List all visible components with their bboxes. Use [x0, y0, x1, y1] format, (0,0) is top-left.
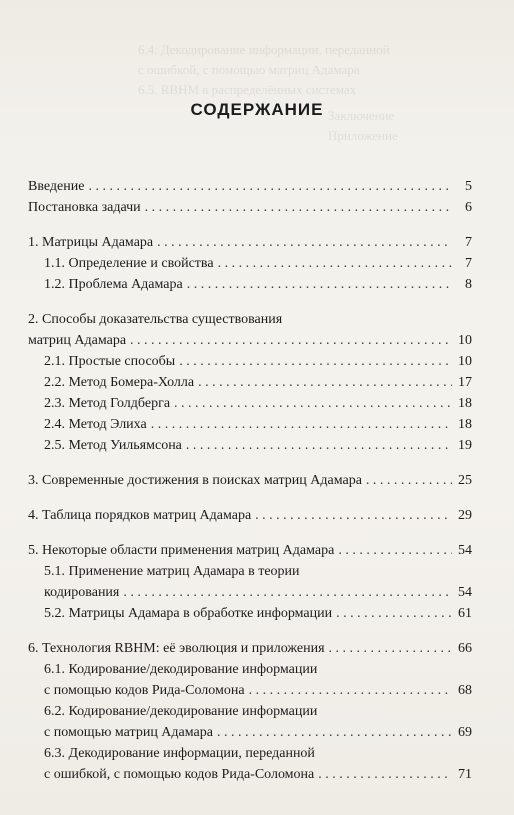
toc-entry-page: 54 — [458, 585, 472, 600]
toc-entry[interactable] — [28, 764, 472, 785]
leader-dots — [186, 435, 452, 456]
leader-dots — [218, 253, 452, 274]
toc-entry[interactable] — [28, 176, 472, 197]
toc-entry[interactable] — [28, 351, 472, 372]
toc-entry-label: 5.2. Матрицы Адамара в обработке информации — [44, 606, 333, 621]
leader-dots — [179, 351, 452, 372]
toc-entry-page: 19 — [458, 438, 472, 453]
leader-dots — [255, 505, 452, 526]
toc-entry-page: 6 — [465, 200, 472, 215]
leader-dots — [123, 582, 452, 603]
toc-entry-label: с помощью кодов Рида-Соломона — [44, 683, 245, 698]
toc-entry-page: 71 — [458, 767, 472, 782]
toc-entry-label[interactable]: 6.3. Декодирование информации, переданной — [44, 746, 315, 761]
toc-entry[interactable] — [28, 232, 472, 253]
toc-entry-page: 61 — [458, 606, 472, 621]
toc-entry-label[interactable]: 6.1. Кодирование/декодирование информации — [44, 662, 318, 677]
toc-entry-label[interactable]: 5.1. Применение матриц Адамара в теории — [44, 564, 300, 579]
leader-dots — [338, 540, 452, 561]
leader-dots — [318, 764, 452, 785]
toc-entry[interactable] — [28, 330, 472, 351]
toc-entry-page: 69 — [458, 725, 472, 740]
toc-entry-label: 1. Матрицы Адамара — [28, 235, 154, 250]
ghost-line: Заключение — [328, 108, 395, 123]
toc-entry-label: Введение — [28, 179, 85, 194]
ghost-line: 6.4. Декодирование информации, переданной — [138, 42, 390, 57]
toc-entry-label[interactable]: 2. Способы доказательства существования — [28, 312, 283, 327]
leader-dots — [329, 638, 452, 659]
toc-entry-label: 1.2. Проблема Адамара — [44, 277, 183, 292]
toc-entry[interactable] — [28, 393, 472, 414]
leader-dots — [217, 722, 452, 743]
ghost-line: с ошибкой, с помощью матриц Адамара — [138, 62, 360, 77]
toc-entry-label: 5. Некоторые области применения матриц Адамара — [28, 543, 335, 558]
leader-dots — [151, 414, 452, 435]
toc-entry-label: 6. Технология RBHM: её эволюция и приложения — [28, 641, 325, 656]
leader-dots — [145, 197, 452, 218]
toc-entry-label: 2.3. Метод Голдберга — [44, 396, 171, 411]
toc-entry[interactable] — [28, 253, 472, 274]
toc-entry-label[interactable]: 6.2. Кодирование/декодирование информации — [44, 704, 318, 719]
leader-dots — [88, 176, 452, 197]
table-of-contents — [28, 176, 472, 785]
toc-entry-page: 5 — [465, 179, 472, 194]
toc-entry-page: 18 — [458, 396, 472, 411]
leader-dots — [187, 274, 452, 295]
toc-entry[interactable] — [28, 372, 472, 393]
toc-entry-label: 3. Современные достижения в поисках матриц Адамара — [28, 473, 362, 488]
toc-entry-page: 7 — [465, 235, 472, 250]
toc-entry[interactable] — [28, 680, 472, 701]
ghost-line: Приложение — [328, 128, 398, 143]
toc-entry[interactable] — [28, 435, 472, 456]
toc-entry[interactable] — [28, 540, 472, 561]
toc-entry-label: 1.1. Определение и свойства — [44, 256, 214, 271]
toc-entry[interactable] — [28, 414, 472, 435]
toc-entry[interactable] — [28, 722, 472, 743]
leader-dots — [249, 680, 452, 701]
toc-entry-page: 18 — [458, 417, 472, 432]
page-title: СОДЕРЖАНИЕ — [190, 100, 324, 119]
toc-entry-label: 4. Таблица порядков матриц Адамара — [28, 508, 252, 523]
toc-entry-page: 29 — [458, 508, 472, 523]
toc-entry-page: 54 — [458, 543, 472, 558]
toc-entry-page: 66 — [458, 641, 472, 656]
toc-entry[interactable] — [28, 505, 472, 526]
leader-dots — [198, 372, 452, 393]
toc-entry-label: матриц Адамара — [28, 333, 127, 348]
toc-entry-label: 2.4. Метод Элиха — [44, 417, 147, 432]
leader-dots — [174, 393, 452, 414]
toc-entry[interactable] — [28, 470, 472, 491]
leader-dots — [336, 603, 452, 624]
toc-entry[interactable] — [28, 582, 472, 603]
toc-entry-page: 7 — [465, 256, 472, 271]
toc-entry-label: кодирования — [44, 585, 120, 600]
toc-entry-page: 68 — [458, 683, 472, 698]
ghost-line: 6.5. RBHM в распределённых системах — [138, 82, 357, 97]
leader-dots — [130, 330, 452, 351]
toc-entry-page: 10 — [458, 354, 472, 369]
toc-entry[interactable] — [28, 638, 472, 659]
leader-dots — [157, 232, 452, 253]
toc-entry-label: Постановка задачи — [28, 200, 141, 215]
toc-entry-label: 2.2. Метод Бомера-Холла — [44, 375, 195, 390]
toc-entry-label: 2.5. Метод Уильямсона — [44, 438, 182, 453]
toc-entry[interactable] — [28, 603, 472, 624]
toc-entry-page: 25 — [458, 473, 472, 488]
leader-dots — [366, 470, 452, 491]
toc-entry-page: 10 — [458, 333, 472, 348]
toc-entry-page: 8 — [465, 277, 472, 292]
toc-entry[interactable] — [28, 274, 472, 295]
toc-entry-label: 2.1. Простые способы — [44, 354, 176, 369]
toc-entry-page: 17 — [458, 375, 472, 390]
toc-entry-label: с помощью матриц Адамара — [44, 725, 213, 740]
toc-entry-label: с ошибкой, с помощью кодов Рида-Соломона — [44, 767, 315, 782]
toc-entry[interactable] — [28, 197, 472, 218]
